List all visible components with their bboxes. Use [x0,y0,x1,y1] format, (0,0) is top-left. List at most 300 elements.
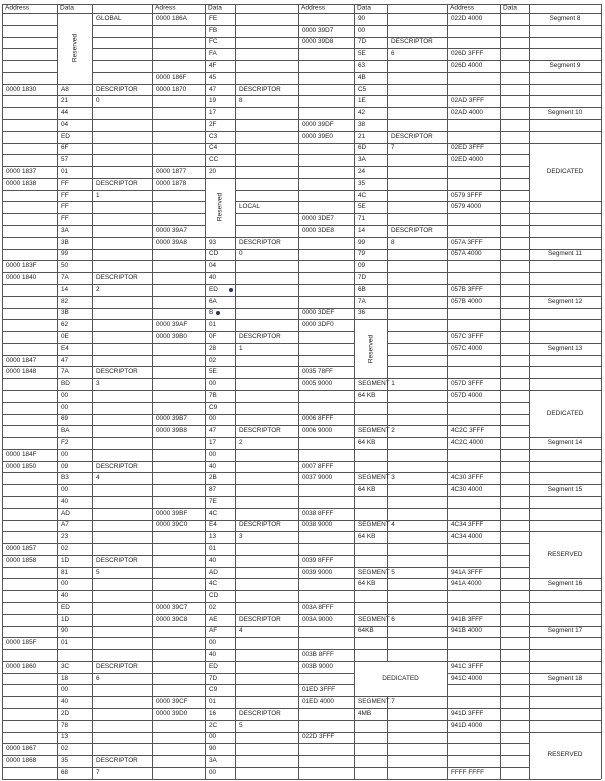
grid-hline [2,355,601,356]
table-cell: 941A 3FFF [451,568,483,576]
table-cell: 0000 39E0 [302,132,333,140]
table-cell: 64 KB [358,391,376,399]
table-cell: 5E [358,203,366,211]
table-cell: DESCRIPTOR [391,226,433,234]
table-cell: Segment 11 [548,250,582,258]
table-cell: DESCRIPTOR [391,132,433,140]
table-cell: SEGMENT 5 [358,568,395,576]
table-cell: 0000 1848 [6,368,37,376]
table-cell: 026D 4000 [451,61,483,69]
table-cell: 0000 39DF [302,120,334,128]
grid-vline [152,4,153,779]
table-cell: 7D [358,273,367,281]
grid-hline [2,590,601,591]
grid-vline [500,4,501,779]
table-cell: 02 [61,745,69,753]
table-cell: 0038 9000 [302,521,333,529]
table-cell: 4 [239,627,243,635]
table-cell: 01ED 4000 [302,697,334,705]
table-cell: 00 [209,639,217,647]
table-cell: 64KB [358,627,374,635]
table-cell: 35 [61,756,69,764]
table-cell: 00 [209,450,217,458]
table-cell: 44 [61,108,69,116]
grid-vline [2,4,3,779]
table-cell: 62 [61,320,69,328]
grid-hline [2,484,601,485]
table-cell: 0000 39D0 [156,709,188,717]
table-cell: 4 [96,474,100,482]
header-cell: Data [503,4,517,12]
reserved-label-b: RESERVED [547,750,583,758]
table-cell: 0000 186A [156,14,187,22]
table-cell: 42 [358,108,366,116]
table-cell: DESCRIPTOR [96,756,138,764]
table-cell: 00 [358,26,366,34]
table-cell: 6 [391,50,395,58]
grid-hline [2,402,601,403]
table-cell: 13 [209,533,217,540]
dedicated-label-2: DEDICATED [546,409,584,417]
table-cell: 40 [209,650,217,658]
table-cell: 3 [239,533,243,540]
table-cell: AD [61,509,70,517]
table-cell: 01 [209,544,217,552]
table-cell: 1 [96,191,100,199]
table-cell: A8 [61,85,69,93]
table-cell: SEGMENT 2 [358,426,395,434]
table-cell: 7E [209,497,217,505]
grid-hline [2,779,601,780]
table-cell: 16 [209,709,217,717]
grid-hline [2,178,601,179]
grid-hline [2,449,601,450]
table-cell: 04 [61,120,69,128]
table-cell: Segment 12 [547,297,583,305]
table-cell: DESCRIPTOR [96,85,138,93]
table-cell: 64 KB [358,438,376,446]
table-cell: 8 [391,238,395,246]
dedicated-label-segment: DEDICATED [382,674,419,682]
table-cell: 057A 4000 [451,250,482,258]
table-cell: AE [209,615,218,623]
table-cell: 01ED 3FFF [302,686,336,694]
grid-vline [601,4,602,779]
table-cell: 24 [358,167,366,175]
table-cell: 02AD 3FFF [451,97,485,105]
header-cell: Address [301,4,326,12]
table-cell: SEGMENT 6 [358,615,395,623]
table-cell: DESCRIPTOR [239,709,281,717]
table-cell: F2 [61,438,69,446]
table-cell: 90 [358,14,366,22]
table-cell: 941C 4000 [451,674,483,682]
grid-hline [2,673,601,674]
table-cell: 0000 1878 [156,179,187,187]
table-cell: 0000 184F [6,450,37,458]
table-cell: DESCRIPTOR [239,521,281,529]
table-cell: 0579 3FFF [451,191,483,199]
table-cell: 057B 4000 [451,297,482,305]
table-cell: 0000 1868 [6,756,37,764]
table-cell: 7 [391,144,395,152]
table-cell: 36 [358,309,366,317]
table-cell: 87 [209,485,217,493]
grid-hline [2,272,601,273]
table-cell: 1E [358,97,366,105]
table-cell: 0000 183F [6,262,37,270]
table-cell: Segment 10 [547,108,583,116]
table-cell: 09 [358,262,366,270]
grid-hline [2,237,601,238]
table-cell: 0F [209,332,217,340]
table-cell: 6 [96,674,100,682]
table-cell: 69 [61,415,69,423]
table-cell: 50 [61,262,69,270]
grid-vline [57,4,58,779]
table-cell: 01 [209,320,217,328]
table-cell: Segment 18 [547,674,583,682]
table-cell: 3A [209,756,217,764]
table-cell: 0000 39A8 [156,238,187,246]
table-cell: 4C34 4000 [451,533,483,540]
grid-hline [2,107,601,108]
table-cell: C9 [209,686,218,694]
table-cell: 7 [96,768,100,776]
table-cell: 02 [209,356,217,364]
table-cell: 21 [358,132,366,140]
table-cell: DESCRIPTOR [96,368,138,376]
table-cell: 941B 4000 [451,627,482,635]
table-cell: 47 [209,426,217,434]
table-cell: 7D [209,674,218,682]
table-cell: Segment 13 [547,344,583,352]
memory-map-table [2,4,601,778]
grid-vline [447,4,448,779]
table-cell: 00 [209,415,217,423]
table-cell: 90 [61,627,69,635]
table-cell: 057D 3FFF [451,379,484,387]
table-cell: 0000 39B7 [156,415,187,423]
table-cell: 04 [209,262,217,270]
table-cell: ED [209,285,218,293]
table-cell: 40 [61,591,69,599]
table-cell: Segment 8 [549,14,581,22]
table-cell: 057C 3FFF [451,332,484,340]
grid-hline [2,437,601,438]
table-cell: 5 [239,721,243,729]
header-cell: Data [60,4,74,12]
table-cell: 0000 39B8 [156,426,187,434]
table-cell: 1D [61,615,70,623]
table-cell: 022D 3FFF [302,733,335,741]
table-cell: 3B [61,238,69,246]
table-cell: SEGMENT 3 [358,474,395,482]
header-cell: Data [357,4,371,12]
table-cell: Segment 14 [547,438,583,446]
table-cell: 14 [358,226,366,234]
table-cell: 35 [358,179,366,187]
table-cell: FFFF FFFF [451,768,485,776]
table-cell: 0000 1837 [6,167,37,175]
table-cell: 0000 1877 [156,167,187,175]
grid-vline [235,4,236,779]
table-cell: E4 [209,521,217,529]
table-cell: 003B 8FFF [302,650,334,658]
table-cell: FC [209,38,218,46]
grid-hline [2,190,601,191]
table-cell: 5E [358,50,366,58]
table-cell: DESCRIPTOR [96,462,138,470]
table-cell: 8 [239,97,243,105]
table-cell: 01 [61,639,69,647]
table-cell: 64 KB [358,485,376,493]
table-cell: 79 [358,250,366,258]
header-cell: Data [208,4,222,12]
table-cell: 4B [358,73,366,81]
table-cell: 0000 39C7 [156,603,188,611]
table-cell: Segment 9 [549,61,581,69]
table-cell: 0006 9000 [302,426,333,434]
table-cell: 057A 3FFF [451,238,483,246]
table-cell: 40 [209,556,217,564]
table-cell: DESCRIPTOR [96,662,138,670]
table-cell: FF [61,203,69,211]
table-cell: 2 [96,285,100,293]
table-cell: 0000 1870 [156,85,187,93]
table-cell: CC [209,156,219,164]
table-cell: 0000 39D7 [302,26,334,34]
table-cell: 81 [61,568,69,576]
table-cell: 0 [239,250,243,258]
table-cell: 7A [358,297,366,305]
table-cell: SEGMENT 7 [358,697,395,705]
table-cell: ED [209,662,218,670]
marker-dot-1 [229,288,233,292]
table-cell: 941D 4000 [451,721,483,729]
table-cell: 5E [209,368,217,376]
table-cell: 7D [358,38,367,46]
table-cell: 14 [61,285,69,293]
table-cell: 99 [61,250,69,258]
grid-hline [2,84,601,85]
table-cell: C4 [209,144,218,152]
table-cell: 0037 9000 [302,474,333,482]
table-cell: 4C [358,191,367,199]
table-cell: FF [61,214,69,222]
table-cell: 09 [61,462,69,470]
table-cell: 003A 8FFF [302,603,334,611]
table-cell: 0000 39C0 [156,521,188,529]
table-cell: 00 [209,379,217,387]
table-cell: 0000 1867 [6,745,37,753]
table-cell: Segment 15 [547,485,583,493]
reserved-label-a: RESERVED [547,550,583,558]
table-cell: ED [61,603,70,611]
grid-hline [2,143,601,144]
table-cell: B3 [61,474,69,482]
table-cell: 21 [61,97,69,105]
table-cell: DESCRIPTOR [239,426,281,434]
grid-hline [2,390,601,391]
table-cell: 00 [61,403,69,411]
grid-hline [2,496,601,497]
table-cell: 4C [209,509,218,517]
table-cell: 0000 3DE7 [302,214,334,222]
table-cell: SEGMENT 1 [358,379,395,387]
grid-hline [2,331,601,332]
table-cell: FE [209,14,218,22]
table-cell: 0000 3DE8 [302,226,334,234]
table-cell: 90 [209,745,217,753]
table-cell: 3A [61,226,69,234]
table-cell: 6B [358,285,366,293]
grid-hline [2,296,601,297]
table-cell: 00 [61,391,69,399]
grid-vline [92,4,93,779]
table-cell: CD [209,591,219,599]
table-cell: 01 [61,167,69,175]
table-cell: LOCAL [239,203,260,211]
table-cell: 0007 8FFF [302,462,334,470]
table-cell: 63 [358,61,366,69]
table-cell: 4C30 4000 [451,485,483,493]
table-cell: 7B [209,391,217,399]
table-cell: DESCRIPTOR [239,332,281,340]
table-cell: 00 [209,733,217,741]
table-cell: 0000 1830 [6,85,37,93]
table-cell: 7A [61,273,69,281]
table-cell: 0000 1858 [6,556,37,564]
table-cell: ED [61,132,70,140]
grid-hline [2,708,601,709]
grid-hline [2,743,601,744]
header-cell: Adress [155,4,176,12]
table-cell: 4C [209,580,218,588]
table-cell: 00 [61,485,69,493]
table-cell: FF [61,191,69,199]
grid-hline [2,95,601,96]
table-cell: 0E [61,332,69,340]
table-cell: 026D 3FFF [451,50,484,58]
table-cell: 941A 4000 [451,580,482,588]
table-cell: 19 [209,97,217,105]
table-cell: 057C 4000 [451,344,483,352]
table-cell: 0000 39BF [156,509,188,517]
table-cell: 0000 39CF [156,697,188,705]
table-cell: 02ED 4000 [451,156,483,164]
table-cell: DESCRIPTOR [239,238,281,246]
table-cell: 941C 3FFF [451,662,484,670]
grid-hline [2,755,601,756]
table-cell: 0000 1860 [6,662,37,670]
table-cell: DESCRIPTOR [239,615,281,623]
table-cell: 68 [61,768,69,776]
table-cell: 0000 39AF [156,320,188,328]
table-cell: 3C [61,662,70,670]
table-cell: DESCRIPTOR [239,85,281,93]
table-cell: 23 [61,533,69,540]
table-cell: 99 [358,238,366,246]
table-cell: 4C2C 4000 [451,438,484,446]
grid-hline [2,767,601,768]
table-cell: AD [209,568,218,576]
table-cell: C3 [209,132,218,140]
table-cell: 0000 1850 [6,462,37,470]
table-cell: 4MB [358,709,372,717]
table-cell: 0006 8FFF [302,415,334,423]
grid-hline [2,249,601,250]
table-cell: 00 [209,768,217,776]
table-cell: 0005 9000 [302,379,333,387]
table-cell: BD [61,379,70,387]
table-cell: 93 [209,238,217,246]
table-cell: GLOBAL [96,14,122,22]
table-cell: 13 [61,733,69,741]
table-cell: 0000 39A7 [156,226,187,234]
table-cell: 4C34 3FFF [451,521,484,529]
table-cell: 3A [358,156,366,164]
grid-hline [2,578,601,579]
table-cell: 78 [61,721,69,729]
table-cell: 941D 3FFF [451,709,484,717]
table-cell: C5 [358,85,367,93]
table-cell: 4C30 3FFF [451,474,484,482]
table-cell: 64 KB [358,533,376,540]
table-cell: AF [209,627,218,635]
table-cell: 0000 186F [156,73,187,81]
table-cell: 0 [96,97,100,105]
table-cell: 1 [239,344,243,352]
reserved-label-1: Reserved [71,34,78,63]
table-cell: 7A [61,368,69,376]
marker-dot-2 [216,311,220,315]
table-cell: 40 [209,273,217,281]
table-cell: 0038 8FFF [302,509,334,517]
table-cell: 00 [61,580,69,588]
grid-hline [2,626,601,627]
header-cell: Address [450,4,475,12]
table-cell: 18 [61,674,69,682]
reserved-label-3: Reserved [367,334,374,363]
table-cell: 5 [96,568,100,576]
table-cell: 003A 9000 [302,615,333,623]
table-cell: 4F [209,61,217,69]
table-cell: 20 [209,167,217,175]
table-cell: 64 KB [358,580,376,588]
table-cell: 40 [209,462,217,470]
table-cell: 02 [209,603,217,611]
table-cell: B [209,309,214,317]
table-cell: 0035 78FF [302,368,333,376]
grid-vline [205,4,206,779]
table-cell: 2C [209,721,218,729]
grid-hline [2,343,601,344]
table-cell: 40 [61,697,69,705]
table-cell: 0000 185F [6,639,37,647]
table-cell: 2 [239,438,243,446]
grid-hline [2,154,601,155]
table-cell: 0000 1838 [6,179,37,187]
table-cell: 02 [61,544,69,552]
grid-hline [2,284,601,285]
table-cell: 47 [61,356,69,364]
grid-vline [298,4,299,779]
table-cell: FA [209,50,217,58]
grid-hline [2,543,601,544]
table-cell: 941B 3FFF [451,615,483,623]
table-cell: DESCRIPTOR [96,556,138,564]
